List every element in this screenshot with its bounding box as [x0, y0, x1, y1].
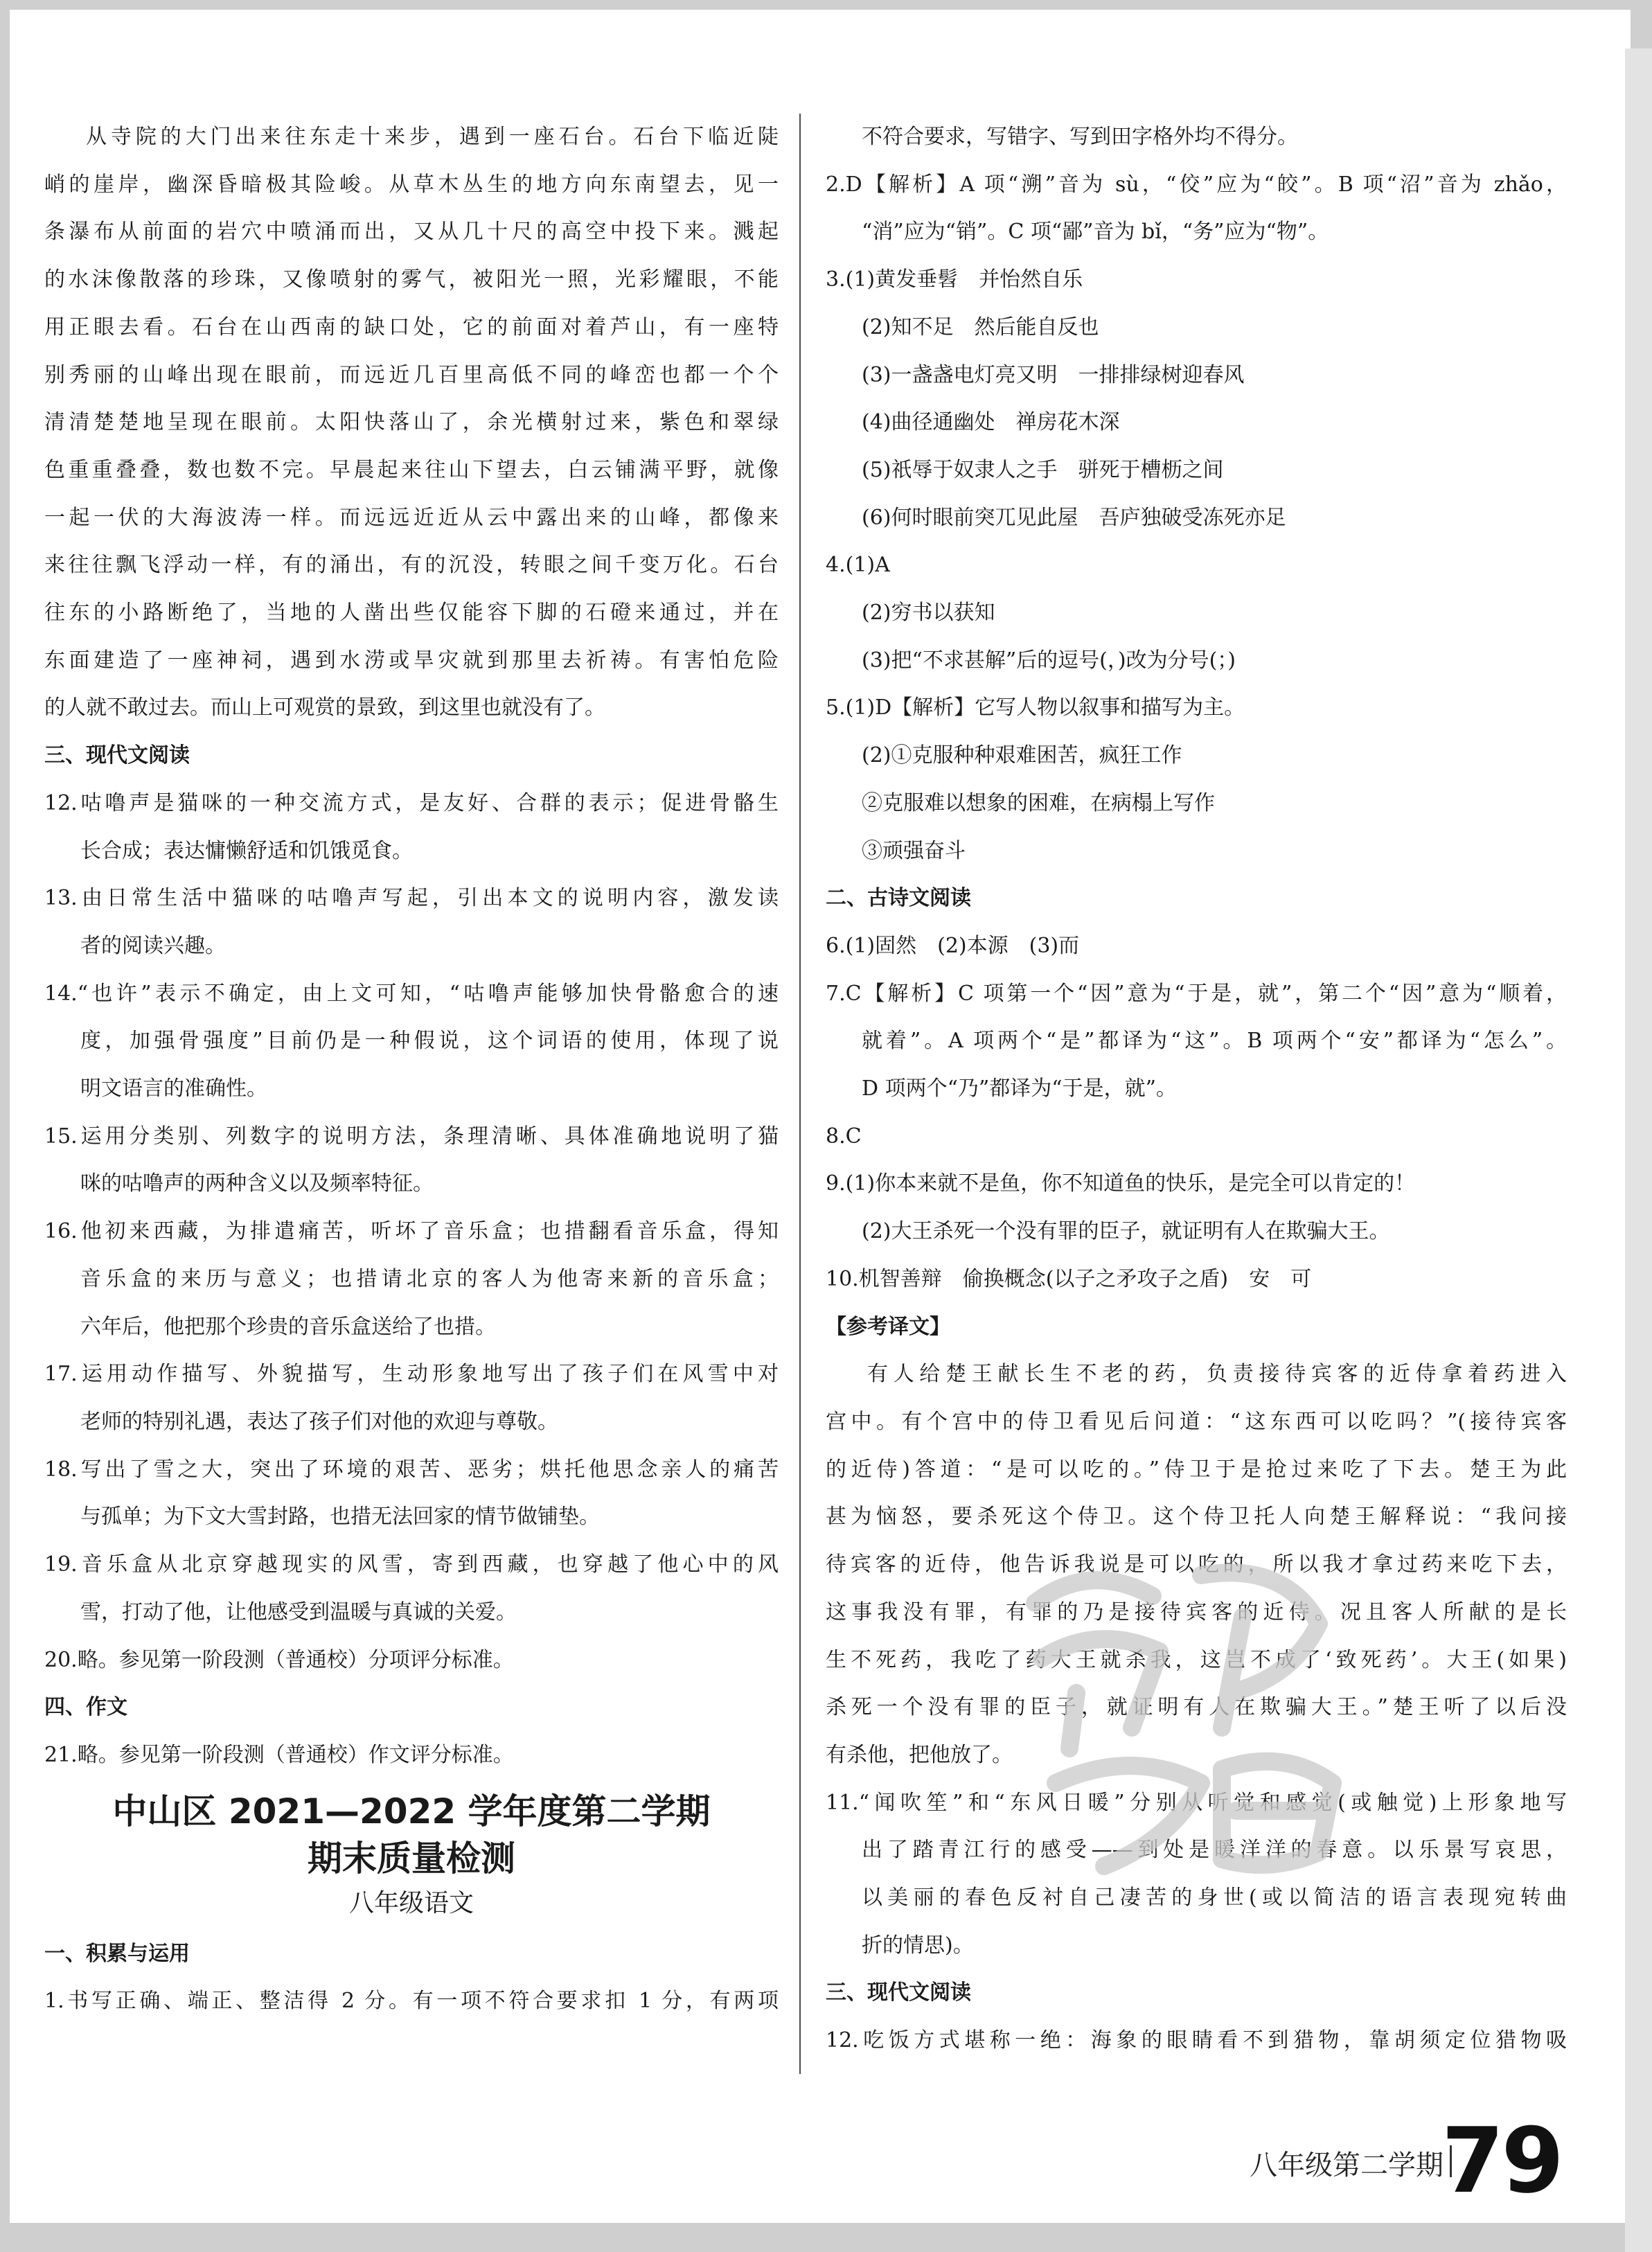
answer-line: (3)一盏盏电灯亮又明 一排排绿树迎春风: [862, 362, 1245, 387]
answer-line: 12.咕噜声是猫咪的一种交流方式，是友好、合群的表示；促进骨骼生: [44, 790, 779, 815]
text-line: 别秀丽的山峰出现在眼前，而远近几百里高低不同的峰峦也都一个个: [44, 362, 779, 387]
answer-page: [10, 10, 1631, 2223]
exam-title-2: 期末质量检测: [308, 1838, 515, 1879]
answer-line: (4)曲径通幽处 禅房花木深: [862, 410, 1120, 435]
answer-line: 与孤单；为下文大雪封路，也措无法回家的情节做铺垫。: [80, 1505, 600, 1530]
text-line: 清清楚楚地呈现在眼前。太阳快落山了，余光横射过来，紫色和翠绿: [44, 410, 779, 435]
answer-line: (2)大王杀死一个没有罪的臣子，就证明有人在欺骗大王。: [862, 1219, 1390, 1244]
text-line: 东面建造了一座神祠，遇到水涝或旱灾就到那里去祈祷。有害怕危险: [44, 648, 779, 673]
reference-translation-heading: 【参考译文】: [826, 1314, 950, 1339]
answer-line: 17.运用动作描写、外貌描写，生动形象地写出了孩子们在风雪中对: [44, 1362, 779, 1387]
section-heading: 四、作文: [44, 1695, 127, 1720]
text-line: 宫中。有个宫中的侍卫看见后问道：“这东西可以吃吗？”(接待宾客: [826, 1409, 1567, 1434]
answer-line: 雪，打动了他，让他感受到温暖与真诚的关爱。: [80, 1599, 517, 1624]
reference-translation: [826, 1351, 1567, 1779]
left-column: [44, 114, 779, 2025]
answer-line: 就着”。A 项两个“是”都译为“这”。B 项两个“安”都译为“怎么”。: [862, 1029, 1567, 1054]
answer-line: 6.(1)固然 (2)本源 (3)而: [826, 933, 1080, 958]
answer-line: ③顽强奋斗: [862, 838, 966, 863]
answer-line: 折的情思)。: [862, 1933, 974, 1958]
scan-edge: [1625, 48, 1652, 2252]
answer-line: 10.机智善辩 偷换概念(以子之矛攻子之盾) 安 可: [826, 1266, 1312, 1291]
text-line: 有人给楚王献长生不老的药，负责接待宾客的近侍拿着药进入: [867, 1362, 1567, 1387]
answer-line: (2)知不足 然后能自反也: [862, 314, 1099, 339]
answer-line: 18.写出了雪之大，突出了环境的艰苦、恶劣；烘托他思念亲人的痛苦: [44, 1457, 779, 1482]
answer-line: (5)祇辱于奴隶人之手 骈死于槽枥之间: [862, 457, 1224, 482]
text-line: 色重重叠叠，数也数不完。早晨起来往山下望去，白云铺满平野，就像: [44, 457, 779, 482]
answer-line: ②克服难以想象的困难，在病榻上写作: [862, 790, 1215, 815]
answer-line: 7.C【解析】C 项第一个“因”意为“于是，就”，第二个“因”意为“顺着，: [826, 981, 1567, 1006]
exam-subtitle: 八年级语文: [348, 1888, 474, 1917]
answer-line: 8.C: [826, 1124, 862, 1149]
answer-line: 21.略。参见第一阶段测（普通校）作文评分标准。: [44, 1742, 514, 1767]
answer-line: 5.(1)D【解析】它写人物以叙事和描写为主。: [826, 695, 1245, 720]
answer-line: 16.他初来西藏，为排遣痛苦，听坏了音乐盒；也措翻看音乐盒，得知: [44, 1219, 779, 1244]
answer-line: 音乐盒的来历与意义；也措请北京的客人为他寄来新的音乐盒；: [80, 1266, 779, 1291]
answer-line: 19.音乐盒从北京穿越现实的风雪，寄到西藏，也穿越了他心中的风: [44, 1552, 779, 1577]
answer-line: 出了踏青江行的感受——到处是暖洋洋的春意。以乐景写哀思，: [862, 1838, 1567, 1863]
section-heading: 二、古诗文阅读: [826, 886, 971, 911]
text-line: 从寺院的大门出来往东走十来步，遇到一座石台。石台下临近陡: [86, 125, 779, 149]
answer-line: 9.(1)你本来就不是鱼，你不知道鱼的快乐，是完全可以肯定的！: [826, 1171, 1416, 1196]
answer-line: (2)①克服种种艰难困苦，疯狂工作: [862, 743, 1182, 768]
text-line: 条瀑布从前面的岩穴中喷涌而出，又从几十尺的高空中投下来。溅起: [44, 220, 779, 245]
text-line: 杀死一个没有罪的臣子，就证明有人在欺骗大王。”楚王听了以后没: [826, 1695, 1567, 1720]
answer-line: 11.“闻吹笙”和“东风日暖”分别从听觉和感觉(或触觉)上形象地写: [826, 1790, 1567, 1815]
answer-line: 4.(1)A: [826, 553, 890, 578]
text-line: 待宾客的近侍，他告诉我说是可以吃的，所以我才拿过药来吃下去，: [826, 1552, 1567, 1577]
text-line: 有杀他，把他放了。: [826, 1742, 1013, 1767]
answer-line: 者的阅读兴趣。: [80, 933, 226, 958]
text-line: 用正眼去看。石台在山西南的缺口处，它的前面对着芦山，有一座特: [44, 314, 779, 339]
section-heading: 三、现代文阅读: [44, 743, 190, 768]
text-line: 甚为恼怒，要杀死这个侍卫。这个侍卫托人向楚王解释说：“我问接: [826, 1505, 1567, 1530]
answer-line: D 项两个“乃”都译为“于是，就”。: [862, 1076, 1177, 1101]
answer-line: 14.“也许”表示不确定，由上文可知，“咕噜声能够加快骨骼愈合的速: [44, 981, 779, 1006]
answer-line: (2)穷书以获知: [862, 601, 995, 626]
answer-line: 1.书写正确、端正、整洁得 2 分。有一项不符合要求扣 1 分，有两项: [44, 1989, 779, 2014]
answer-line: 20.略。参见第一阶段测（普通校）分项评分标准。: [44, 1647, 514, 1672]
page-footer: [1146, 2108, 1575, 2213]
section-heading: 三、现代文阅读: [826, 1980, 971, 2005]
answer-line: 2.D【解析】A 项“溯”音为 sù，“佼”应为“皎”。B 项“沼”音为 zhǎo，: [826, 172, 1567, 197]
right-column: [826, 114, 1567, 2065]
answer-line: 六年后，他把那个珍贵的音乐盒送给了也措。: [80, 1314, 496, 1339]
text-line: 的水沫像散落的珍珠，又像喷射的雾气，被阳光一照，光彩耀眼，不能: [44, 267, 779, 292]
answer-line: 明文语言的准确性。: [80, 1076, 267, 1101]
answer-line: 12.吃饭方式堪称一绝：海象的眼睛看不到猎物，靠胡须定位猎物吸: [826, 2028, 1567, 2053]
answer-line: (3)把“不求甚解”后的逗号(，)改为分号(；): [862, 648, 1236, 673]
answer-line: 3.(1)黄发垂髫 并怡然自乐: [826, 267, 1083, 292]
translation-paragraph: [44, 114, 779, 732]
text-line: 这事我没有罪，有罪的乃是接待宾客的近侍。况且客人所献的是长: [826, 1599, 1567, 1624]
text-line: 的人就不敢过去。而山上可观赏的景致，到这里也就没有了。: [44, 695, 605, 720]
answer-line: 老师的特别礼遇，表达了孩子们对他的欢迎与尊敬。: [80, 1409, 558, 1434]
page-number: 79: [1441, 2108, 1561, 2213]
section-heading: 一、积累与运用: [44, 1941, 190, 1966]
text-line: 峭的崖岸，幽深昏暗极其险峻。从草木丛生的地方向东南望去，见一: [44, 172, 779, 197]
answer-line: 长合成；表达慵懒舒适和饥饿觅食。: [80, 838, 413, 863]
column-divider: [799, 114, 801, 2074]
text-line: 生不死药，我吃了药大王就杀我，这岂不成了‘致死药’。大王(如果): [826, 1647, 1567, 1672]
text-line: 往东的小路断绝了，当地的人凿出些仅能容下脚的石磴来通过，并在: [44, 601, 779, 626]
text-line: 的近侍)答道：“是可以吃的。”侍卫于是抢过来吃了下去。楚王为此: [826, 1457, 1567, 1482]
answer-line: 咪的咕噜声的两种含义以及频率特征。: [80, 1171, 434, 1196]
text-line: 一起一伏的大海波涛一样。而远远近近从云中露出来的山峰，都像来: [44, 505, 779, 530]
answer-line: 度，加强骨强度”目前仍是一种假说，这个词语的使用，体现了说: [80, 1029, 779, 1054]
text-line: 来往往飘飞浮动一样，有的涌出，有的沉没，转眼之间千变万化。石台: [44, 553, 779, 578]
exam-title-block: [44, 1788, 779, 1925]
answer-line: 15.运用分类别、列数字的说明方法，条理清晰、具体准确地说明了猫: [44, 1124, 779, 1149]
exam-title: 中山区 2021—2022 学年度第二学期: [112, 1791, 711, 1832]
answer-line: “消”应为“销”。C 项“鄙”音为 bǐ，“务”应为“物”。: [862, 220, 1329, 245]
answer-line: 不符合要求，写错字、写到田字格外均不得分。: [862, 125, 1298, 149]
answer-line: 13.由日常生活中猫咪的咕噜声写起，引出本文的说明内容，激发读: [44, 886, 779, 911]
answer-line: 以美丽的春色反衬自己凄苦的身世(或以简洁的语言表现宛转曲: [862, 1886, 1567, 1910]
footer-label: 八年级第二学期: [1250, 2149, 1444, 2181]
answer-line: (6)何时眼前突兀见此屋 吾庐独破受冻死亦足: [862, 505, 1286, 530]
